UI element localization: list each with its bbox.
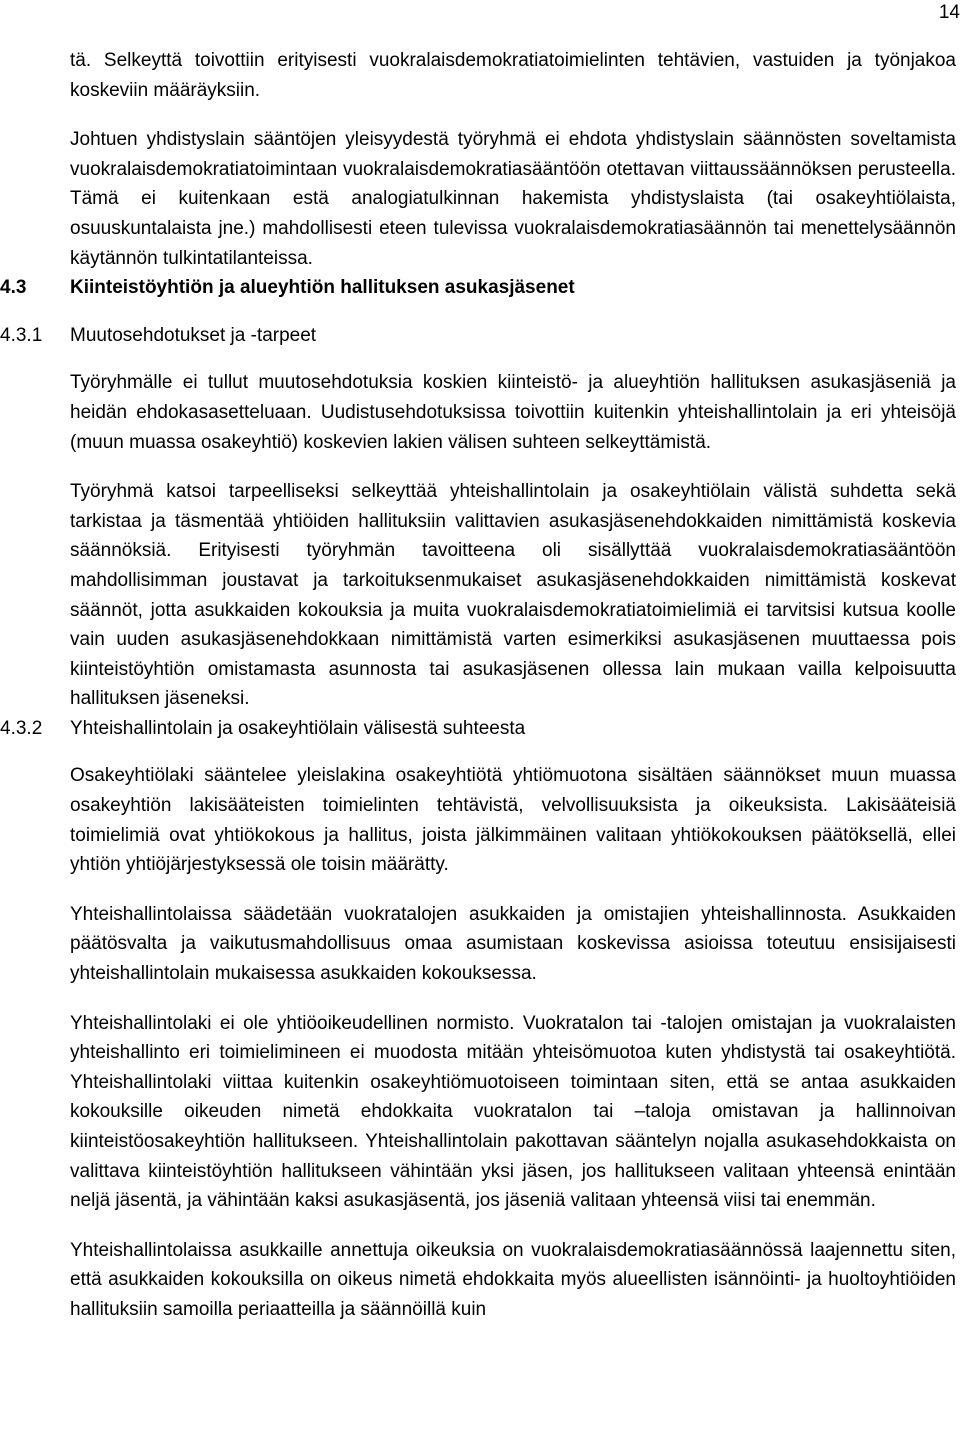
section-title: Kiinteistöyhtiön ja alueyhtiön hallituksen asukasjäsenet — [70, 277, 575, 299]
section-number: 4.3 — [0, 277, 27, 299]
subsection-title: Yhteishallintolain ja osakeyhtiölain välisestä suhteesta — [70, 717, 526, 739]
paragraph-yhteishallintolaki: Yhteishallintolaki ei ole yhtiöoikeudellinen normisto. Vuokratalon tai -talojen omistajan ja vuokralaisten yhteishallinto eri toimielimineen ei muodosta mitään yhteisömuotoa kuten yhdistystä tai osakeyhtiötä. Yhteishallintolaki viittaa kuitenkin osakeyhtiömuotoiseen toimintaan siten, että se antaa asukkaiden kokouksille oikeuden nimetä ehdokkaita vuokratalon tai –taloja omistavan ja hallinnoivan kiinteistöosakeyhtiön hallitukseen. Yhteishallintolain pakottavan sääntelyn nojalla asukasehdokkaista on valittava kiinteistöyhtiön hallitukseen vähintään yksi jäsen, jos hallitukseen valitaan yhteensä enintään neljä jäsentä, ja vähintään kaksi asukasjäsentä, jos jäseniä valitaan yhteensä viisi tai enemmän. — [70, 1012, 956, 1212]
paragraph-yhdistyslaki: Johtuen yhdistyslain sääntöjen yleisyydestä työryhmä ei ehdota yhdistyslain säännösten soveltamista vuokralaisdemokratiatoimintaan vuokralaisdemokratiasääntöön otettavan viittaussäännöksen perusteella. Tämä ei kuitenkaan estä analogiatulkinnan hakemista yhdistyslaista (tai osakeyhtiölaista, osuuskuntalaista jne.) mahdollisesti eteen tulevissa vuokralaisdemokratiasäännön tai menettelysäännön käytännön tulkintatilanteissa. — [70, 129, 956, 269]
paragraph-muutosehdotukset: Työryhmälle ei tullut muutosehdotuksia koskien kiinteistö- ja alueyhtiön hallituksen asukasjäseniä ja heidän ehdokasasetteluaan. Uudistusehdotuksissa toivottiin kuitenkin yhteishallintolain ja eri yhteisöjä (muun muassa osakeyhtiö) koskevien lakien välisen suhteen selkeyttämistä. — [70, 372, 956, 453]
document-body — [0, 46, 956, 1325]
subsection-title: Muutosehdotukset ja -tarpeet — [70, 324, 317, 346]
subsection-number: 4.3.1 — [0, 324, 43, 346]
subsection-heading-4-3-2 — [0, 714, 956, 744]
page-number: 14 — [938, 2, 960, 23]
paragraph-asukkaille-annettuja: Yhteishallintolaissa asukkaille annettuja oikeuksia on vuokralaisdemokratiasäännössä laajennettu siten, että asukkaiden kokouksilla on oikeus nimetä ehdokkaita myös alueellisten isännöinti- ja huoltoyhtiöiden hallituksiin samoilla periaatteilla ja säännöillä kuin — [70, 1239, 956, 1320]
section-heading-4-3 — [0, 273, 956, 303]
subsection-number: 4.3.2 — [0, 717, 43, 739]
paragraph-tyoryhma-katsoi: Työryhmä katsoi tarpeelliseksi selkeyttää yhteishallintolain ja osakeyhtiölain välistä suhdetta sekä tarkistaa ja täsmentää yhtiöiden hallituksiin valittavien asukasjäsenehdokkaiden nimittämistä koskevia säännöksiä. Erityisesti työryhmän tavoitteena oli sisällyttää vuokralaisdemokratiasääntöön mahdollisimman joustavat ja tarkoituksenmukaiset asukasjäsenehdokkaiden nimittämistä koskevat säännöt, jotta asukkaiden kokouksia ja muita vuokralaisdemokratiatoimielimiä ei tarvitsisi kutsua koolle vain uuden asukasjäsenehdokkaan nimittämistä varten esimerkiksi asukasjäsenen muuttaessa pois kiinteistöyhtiön omistamasta asunnosta tai asukasjäsenen ollessa lain mukaan vailla kelpoisuutta hallituksen jäseneksi. — [70, 481, 956, 710]
paragraph-osakeyhtiolaki: Osakeyhtiölaki sääntelee yleislakina osakeyhtiötä yhtiömuotona sisältäen säännökset muun muassa osakeyhtiön lakisääteisten toimielinten tehtävistä, velvollisuuksista ja oikeuksista. Lakisääteisiä toimielimiä ovat yhtiökokous ja hallitus, joista jälkimmäinen valitaan yhtiökokouksen päätöksellä, ellei yhtiön yhtiöjärjestyksessä ole toisin määrätty. — [70, 765, 956, 876]
paragraph-yhteishallintolaissa: Yhteishallintolaissa säädetään vuokratalojen asukkaiden ja omistajien yhteishallinnosta. Asukkaiden päätösvalta ja vaikutusmahdollisuus omaa asumistaan koskevissa asioissa toteutuu ensisijaisesti yhteishallintolain mukaisessa asukkaiden kokouksessa. — [70, 903, 956, 985]
paragraph-continuation: tä. Selkeyttä toivottiin erityisesti vuokralaisdemokratiatoimielinten tehtävien, vastuiden ja työnjakoa koskeviin määräyksiin. — [70, 50, 956, 101]
subsection-heading-4-3-1 — [0, 321, 956, 351]
